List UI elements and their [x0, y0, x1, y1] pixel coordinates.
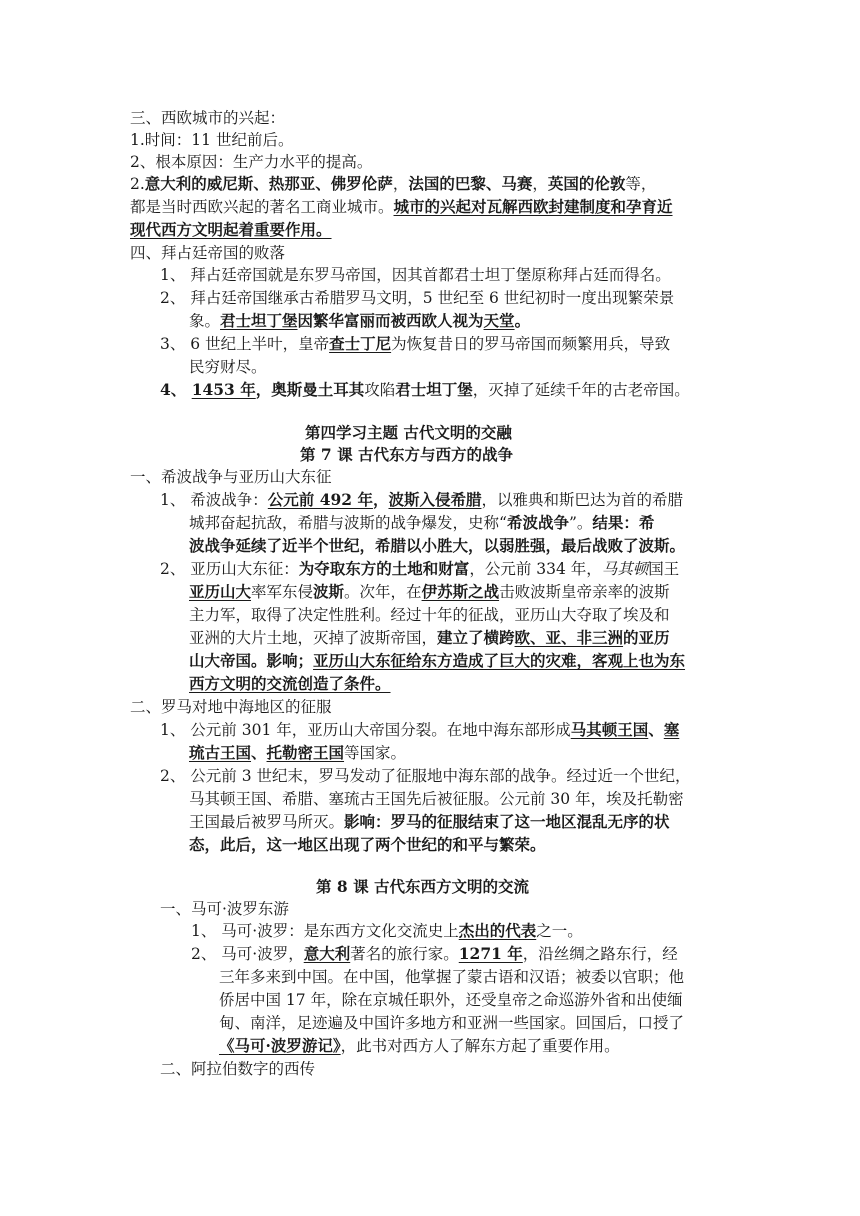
- text-span: 四、拜占廷帝国的败落: [130, 244, 286, 262]
- text-span: 为夺取东方的土地和财富: [298, 559, 470, 578]
- text-span: 意大利: [303, 944, 351, 963]
- text-span: 三、西欧城市的兴起：: [130, 109, 286, 127]
- text-line: [130, 242, 285, 264]
- text-line: [189, 742, 406, 764]
- text-line: [189, 604, 670, 626]
- text-span: 二、阿拉伯数字的西传: [160, 1060, 316, 1078]
- text-line: [189, 788, 684, 810]
- text-span: 2、 马可·波罗，: [191, 945, 304, 963]
- text-span: 亚洲的大片土地，灭掉了波斯帝国，: [189, 629, 438, 647]
- text-span: 民穷财尽。: [189, 358, 267, 376]
- text-span: 都是当时西欧兴起的著名工商业城市。: [130, 198, 394, 216]
- text-line: [160, 1058, 315, 1080]
- text-line: [189, 535, 685, 557]
- text-span: 亚历山大东征给东方造成了巨大的灾难，客观上也为东: [313, 651, 686, 670]
- text-span: 奥斯曼土耳其: [271, 380, 365, 399]
- text-line: [219, 966, 684, 988]
- text-span: 天堂: [483, 311, 515, 330]
- text-line: [219, 1035, 620, 1057]
- text-span: 意大利的威尼斯、热那亚、佛罗伦萨: [144, 174, 393, 193]
- text-span: 查士丁尼: [329, 334, 392, 353]
- text-line: [130, 151, 372, 173]
- text-line: [130, 696, 332, 718]
- text-span: 建立了横跨: [437, 628, 515, 647]
- text-line: [189, 581, 670, 603]
- text-line: [130, 219, 332, 241]
- text-span: 。: [514, 311, 531, 330]
- text-span: 伊苏斯之战: [421, 582, 500, 601]
- text-line: [219, 1012, 684, 1034]
- text-span: 2、 亚历山大东征：: [160, 560, 299, 578]
- text-span: ，公元前 334 年，: [469, 560, 602, 578]
- text-span: 城邦奋起抗敌，希腊与波斯的战争爆发，史称“: [189, 514, 507, 532]
- text-span: ”。: [568, 514, 593, 532]
- text-span: 城市的兴起对瓦解西欧封建制度和孕育近: [393, 197, 673, 216]
- text-span: 的亚历: [623, 628, 670, 647]
- text-span: 等国家。: [344, 744, 407, 762]
- text-span: 琉古王国: [189, 743, 252, 762]
- text-line: [160, 287, 674, 309]
- text-line: [219, 989, 683, 1011]
- text-span: 1、 马可·波罗：是东西方文化交流史上: [191, 922, 459, 940]
- text-line: [130, 107, 285, 129]
- text-span: 1、 拜占廷帝国就是东罗马帝国，因其首都君士坦丁堡原称拜占廷而得名。: [160, 266, 671, 284]
- text-span: 。次年，在: [344, 583, 422, 601]
- text-span: 马其顿: [601, 560, 649, 578]
- text-span: 第四学习主题 古代文明的交融: [305, 423, 512, 442]
- text-line: [191, 920, 583, 942]
- text-span: 君士坦丁堡: [220, 311, 298, 330]
- text-span: 波战争延续了近半个世纪，希腊以小胜大，以弱胜强，最后战败了波斯。: [189, 536, 686, 555]
- text-line: [189, 627, 670, 649]
- text-span: ，以雅典和斯巴达为首的希腊: [481, 491, 683, 509]
- text-line: [160, 489, 683, 511]
- text-span: 之一。: [536, 922, 583, 940]
- text-span: 1.时间：11 世纪前后。: [130, 131, 294, 149]
- text-span: 第 7 课 古代东方与西方的战争: [300, 445, 513, 464]
- text-line: [305, 422, 512, 444]
- text-span: ，此书对西方人了解东方起了重要作用。: [340, 1037, 620, 1055]
- text-span: 著名的旅行家。: [350, 945, 459, 963]
- text-span: 山大帝国。影响；: [189, 651, 314, 670]
- text-span: 王国最后被罗马所灭。: [189, 813, 345, 831]
- text-line: [130, 196, 673, 218]
- text-line: [189, 673, 391, 695]
- text-span: ，: [532, 175, 548, 193]
- text-span: 西方文明的交流创造了条件。: [189, 674, 391, 693]
- text-span: 1、 公元前 301 年，亚历山大帝国分裂。在地中海东部形成: [160, 721, 571, 739]
- text-span: 欧、亚、非三洲: [514, 628, 624, 647]
- text-span: 亚历山大: [189, 582, 252, 601]
- text-span: 波斯入侵希腊: [388, 490, 482, 509]
- text-line: [189, 650, 685, 672]
- text-line: [300, 444, 513, 466]
- text-span: 君士坦丁堡: [395, 380, 473, 399]
- text-span: 马其顿王国: [570, 720, 649, 739]
- text-line: [189, 834, 546, 856]
- text-span: 第 8 课 古代东西方文明的交流: [316, 877, 529, 896]
- text-line: [130, 466, 332, 488]
- text-span: ，: [255, 380, 272, 399]
- text-span: ，沿丝绸之路东行，经: [522, 945, 678, 963]
- text-span: 希波战争: [506, 513, 569, 532]
- text-line: [130, 173, 656, 195]
- text-span: 现代西方文明起着重要作用。: [130, 220, 332, 239]
- text-span: 一、希波战争与亚历山大东征: [130, 468, 332, 486]
- text-span: 一、马可·波罗东游: [160, 900, 289, 918]
- text-span: 法国的巴黎、马赛: [408, 174, 533, 193]
- text-span: 结果：希: [592, 513, 655, 532]
- text-span: ，: [372, 490, 389, 509]
- text-span: 英国的伦敦: [547, 174, 626, 193]
- text-span: 为恢复昔日的罗马帝国而频繁用兵，导致: [391, 335, 671, 353]
- text-span: 波斯: [313, 582, 345, 601]
- text-span: 国王: [648, 560, 680, 578]
- text-line: [191, 943, 678, 965]
- text-span: 2.: [130, 175, 145, 193]
- text-line: [160, 898, 289, 920]
- text-span: 公元前 492 年: [267, 490, 373, 509]
- text-span: ，: [392, 175, 409, 193]
- text-span: 三年多来到中国。在中国，他掌握了蒙古语和汉语；被委以官职；他: [219, 968, 685, 986]
- text-line: [189, 356, 267, 378]
- text-span: 等，: [625, 175, 657, 193]
- text-line: [160, 558, 679, 580]
- text-line: [160, 765, 691, 787]
- text-span: 2、根本原因：生产力水平的提高。: [130, 153, 373, 171]
- text-span: 1453 年: [191, 380, 256, 399]
- text-span: 影响：罗马的征服结束了这一地区混乱无序的状: [344, 812, 670, 831]
- text-line: [130, 129, 293, 151]
- text-span: 甸、南洋，足迹遍及中国许多地方和亚洲一些国家。回国后，口授了: [219, 1014, 685, 1032]
- text-span: 1271 年: [458, 944, 523, 963]
- text-span: 率军东侵: [251, 583, 314, 601]
- text-line: [160, 333, 670, 355]
- text-span: 因繁华富丽而被西欧人视为: [297, 311, 484, 330]
- text-span: 、: [251, 743, 267, 762]
- text-span: 、: [648, 720, 664, 739]
- text-span: 2、 拜占廷帝国继承古希腊罗马文明，5 世纪至 6 世纪初时一度出现繁荣景: [160, 289, 675, 307]
- text-span: 3、 6 世纪上半叶，皇帝: [160, 335, 330, 353]
- text-line: [189, 811, 670, 833]
- text-line: [189, 512, 654, 534]
- text-span: 2、 公元前 3 世纪末，罗马发动了征服地中海东部的战争。经过近一个世纪，: [160, 767, 691, 785]
- text-line: [160, 379, 690, 401]
- text-span: 态，此后，这一地区出现了两个世纪的和平与繁荣。: [189, 835, 546, 854]
- text-span: 击败波斯皇帝亲率的波斯: [499, 583, 670, 601]
- text-line: [160, 719, 679, 741]
- text-span: 马其顿王国、希腊、塞琉古王国先后被征服。公元前 30 年，埃及托勒密: [189, 790, 684, 808]
- text-span: 托勒密王国: [266, 743, 345, 762]
- text-line: [316, 876, 529, 898]
- text-span: 二、罗马对地中海地区的征服: [130, 698, 332, 716]
- text-line: [189, 310, 530, 332]
- text-span: ，灭掉了延续千年的古老帝国。: [472, 381, 690, 399]
- text-span: 1、 希波战争：: [160, 491, 268, 509]
- text-span: 象。: [189, 312, 221, 330]
- text-span: 4、: [160, 380, 192, 399]
- text-span: 塞: [663, 720, 680, 739]
- text-span: 《马可·波罗游记》: [219, 1036, 341, 1055]
- text-span: 侨居中国 17 年，除在京城任职外，还受皇帝之命巡游外省和出使缅: [219, 991, 683, 1009]
- text-span: 杰出的代表: [458, 921, 537, 940]
- text-line: [160, 264, 671, 286]
- text-span: 主力军，取得了决定性胜利。经过十年的征战，亚历山大夺取了埃及和: [189, 606, 670, 624]
- text-span: 攻陷: [364, 381, 396, 399]
